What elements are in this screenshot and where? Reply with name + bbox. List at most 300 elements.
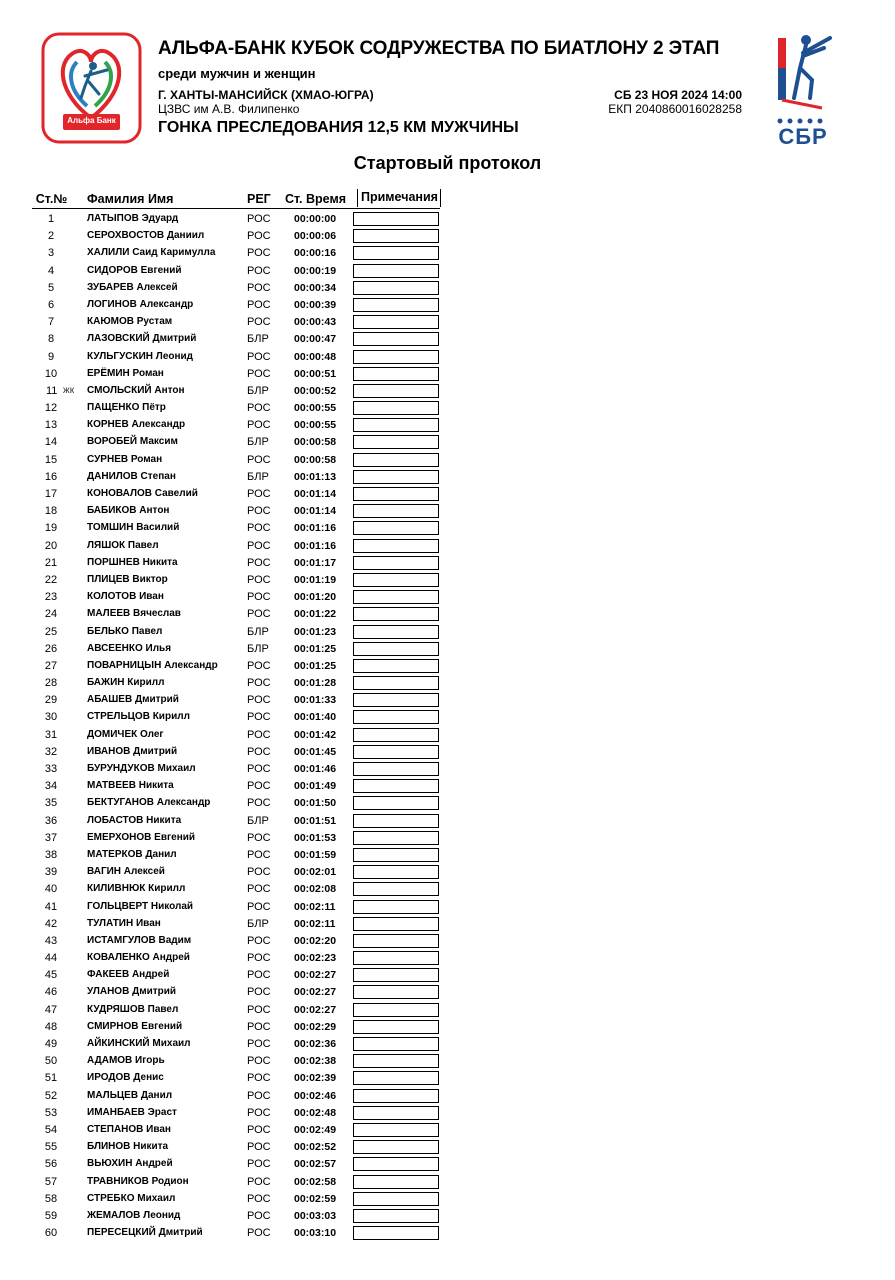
table-row <box>32 211 452 228</box>
notes-box <box>353 728 439 742</box>
table-row <box>32 1105 452 1122</box>
region: БЛР <box>247 642 269 655</box>
athlete-name: БЛИНОВ Никита <box>87 1141 169 1153</box>
start-number: 52 <box>44 1089 58 1102</box>
table-row <box>32 349 452 366</box>
athlete-name: ИМАНБАЕВ Эраст <box>87 1106 177 1118</box>
notes-box <box>353 281 439 295</box>
table-row <box>32 967 452 984</box>
start-number: 20 <box>44 539 58 552</box>
start-number: 54 <box>44 1123 58 1136</box>
region: РОС <box>247 1227 271 1240</box>
document-title: Стартовый протокол <box>353 153 542 173</box>
table-row <box>32 452 452 469</box>
region: РОС <box>247 728 271 741</box>
table-row <box>32 263 452 280</box>
table-row <box>32 417 452 434</box>
start-number: 56 <box>44 1158 58 1171</box>
table-row <box>32 503 452 520</box>
athlete-name: ПЛИЦЕВ Виктор <box>87 573 168 585</box>
athlete-name: ПОВАРНИЦЫН Александр <box>87 659 218 671</box>
athlete-name: АДАМОВ Игорь <box>87 1055 165 1067</box>
table-row <box>32 847 452 864</box>
start-time: 00:01:49 <box>294 780 337 793</box>
region: РОС <box>247 1175 271 1188</box>
start-time: 00:02:36 <box>294 1038 337 1050</box>
athlete-name: ТУЛАТИН Иван <box>87 917 161 929</box>
table-row <box>32 950 452 967</box>
start-number: 50 <box>44 1055 58 1068</box>
region: РОС <box>247 419 271 432</box>
start-number: 8 <box>47 333 55 346</box>
athlete-name: БЕКТУГАНОВ Александр <box>87 797 211 809</box>
athlete-name: ИСТАМГУЛОВ Вадим <box>87 934 192 946</box>
athlete-name: ЕРЁМИН Роман <box>87 367 164 379</box>
table-row <box>32 1174 452 1191</box>
notes-box <box>353 367 439 381</box>
start-time: 00:02:27 <box>294 1003 337 1016</box>
table-row <box>32 469 452 486</box>
notes-box <box>353 865 439 879</box>
table-row <box>32 744 452 761</box>
column-header-number: Ст.№ <box>35 192 68 206</box>
start-time: 00:01:16 <box>294 539 337 552</box>
notes-box <box>353 779 439 793</box>
start-time: 00:00:06 <box>294 230 337 243</box>
athlete-name: ФАКЕЕВ Андрей <box>87 969 170 981</box>
notes-box <box>353 848 439 862</box>
athlete-name: ГОЛЬЦВЕРТ Николай <box>87 900 194 912</box>
table-header <box>32 191 440 209</box>
start-number: 51 <box>44 1072 58 1085</box>
table-row <box>32 297 452 314</box>
table-row <box>32 366 452 383</box>
region: РОС <box>247 780 271 793</box>
start-number: 47 <box>44 1003 58 1016</box>
start-time: 00:02:59 <box>294 1192 337 1205</box>
notes-box <box>353 1003 439 1017</box>
notes-box <box>353 384 439 398</box>
notes-box <box>353 882 439 896</box>
notes-box <box>353 298 439 312</box>
table-row <box>32 899 452 916</box>
region: БЛР <box>247 384 269 397</box>
notes-box <box>353 745 439 759</box>
table-row <box>32 606 452 623</box>
start-number: 59 <box>44 1209 58 1222</box>
notes-box <box>353 418 439 432</box>
start-time: 00:01:14 <box>294 505 337 518</box>
start-number: 18 <box>44 505 58 518</box>
start-number: 27 <box>44 659 58 672</box>
start-time: 00:01:50 <box>294 797 337 810</box>
start-number: 25 <box>44 625 58 638</box>
region: РОС <box>247 969 271 982</box>
alfa-bank-logo-text: Альфа Банк <box>67 116 116 125</box>
region: РОС <box>247 677 271 690</box>
start-number: 39 <box>44 866 58 879</box>
start-time: 00:01:51 <box>294 814 337 827</box>
start-number: 12 <box>44 402 58 415</box>
start-number: 60 <box>44 1227 58 1240</box>
start-time: 00:02:11 <box>294 900 336 913</box>
start-number: 4 <box>47 264 55 277</box>
start-number: 13 <box>44 419 58 432</box>
region: РОС <box>247 1209 271 1222</box>
notes-box <box>353 264 439 278</box>
athlete-name: КУДРЯШОВ Павел <box>87 1003 179 1015</box>
start-time: 00:00:43 <box>294 316 337 329</box>
athlete-name: КОВАЛЕНКО Андрей <box>87 952 190 964</box>
start-number: 10 <box>44 367 58 380</box>
athlete-name: МАТЕРКОВ Данил <box>87 848 177 860</box>
table-row <box>32 589 452 606</box>
table-row <box>32 984 452 1001</box>
start-number: 17 <box>44 488 58 500</box>
start-time: 00:01:53 <box>294 831 337 844</box>
athlete-name: ЛАТЫПОВ Эдуард <box>87 213 179 224</box>
notes-box <box>353 590 439 604</box>
start-number: 29 <box>44 694 58 707</box>
table-row <box>32 795 452 812</box>
start-time: 00:02:39 <box>294 1072 337 1085</box>
notes-box <box>353 762 439 776</box>
table-row <box>32 400 452 417</box>
notes-box <box>353 1226 439 1240</box>
region: РОС <box>247 1003 271 1016</box>
notes-box <box>353 814 439 828</box>
notes-box <box>353 315 439 329</box>
athlete-name: СТЕПАНОВ Иван <box>87 1123 171 1135</box>
table-row <box>32 1156 452 1173</box>
notes-box <box>353 229 439 243</box>
start-time: 00:00:19 <box>294 264 337 277</box>
notes-box <box>353 212 439 226</box>
start-time: 00:02:27 <box>294 969 337 982</box>
region: РОС <box>247 883 271 896</box>
start-number: 3 <box>47 247 55 260</box>
athlete-name: ПЕРЕСЕЦКИЙ Дмитрий <box>87 1227 203 1239</box>
region: РОС <box>247 866 271 879</box>
start-time: 00:01:25 <box>294 642 337 655</box>
table-row <box>32 228 452 245</box>
start-number: 35 <box>44 797 58 810</box>
start-time: 00:01:16 <box>294 522 337 535</box>
start-number: 24 <box>44 608 58 621</box>
start-number: 2 <box>47 230 55 243</box>
region: РОС <box>247 848 271 861</box>
start-time: 00:01:25 <box>294 659 337 672</box>
notes-box <box>353 1157 439 1171</box>
start-time: 00:00:16 <box>294 247 337 260</box>
start-time: 00:00:47 <box>294 333 337 346</box>
notes-box <box>353 504 439 518</box>
notes-box <box>353 539 439 553</box>
start-list-table <box>32 211 452 1242</box>
table-row <box>32 761 452 778</box>
region: РОС <box>247 745 271 758</box>
table-row <box>32 675 452 692</box>
notes-box <box>353 1054 439 1068</box>
start-time: 00:02:38 <box>294 1055 337 1068</box>
table-row <box>32 864 452 881</box>
start-time: 00:01:19 <box>294 573 337 586</box>
start-time: 00:02:52 <box>294 1141 337 1154</box>
notes-box <box>353 401 439 415</box>
athlete-name: ЛОБАСТОВ Никита <box>87 814 182 826</box>
athlete-name: БЕЛЬКО Павел <box>87 625 163 637</box>
start-time: 00:00:00 <box>294 213 337 225</box>
notes-box <box>353 693 439 707</box>
table-row <box>32 1088 452 1105</box>
region: РОС <box>247 591 271 604</box>
column-header-region: РЕГ <box>247 192 271 206</box>
start-number: 43 <box>44 934 58 947</box>
region: РОС <box>247 522 271 535</box>
start-time: 00:01:17 <box>294 556 337 569</box>
athlete-name: УЛАНОВ Дмитрий <box>87 986 177 998</box>
athlete-name: КИЛИВНЮК Кирилл <box>87 883 186 895</box>
athlete-name: АБАШЕВ Дмитрий <box>87 694 179 706</box>
region: РОС <box>247 1020 271 1033</box>
athlete-name: ДОМИЧЕК Олег <box>87 728 164 740</box>
region: РОС <box>247 556 271 569</box>
athlete-name: СТРЕЛЬЦОВ Кирилл <box>87 711 190 723</box>
start-time: 00:00:58 <box>294 453 337 466</box>
notes-box <box>353 985 439 999</box>
athlete-name: ИВАНОВ Дмитрий <box>87 745 178 757</box>
start-number: 40 <box>44 883 58 896</box>
table-row <box>32 933 452 950</box>
notes-box <box>353 487 439 501</box>
region: РОС <box>247 213 271 225</box>
start-number: 26 <box>44 642 58 655</box>
table-row <box>32 331 452 348</box>
region: РОС <box>247 1123 271 1136</box>
table-row <box>32 1002 452 1019</box>
start-number: 9 <box>47 350 55 363</box>
table-row <box>32 280 452 297</box>
table-row <box>32 538 452 555</box>
region: РОС <box>247 298 271 311</box>
table-row <box>32 916 452 933</box>
start-time: 00:00:48 <box>294 350 337 363</box>
start-number: 58 <box>44 1192 58 1205</box>
notes-box <box>353 573 439 587</box>
athlete-name: ХАЛИЛИ Саид Каримулла <box>87 247 216 259</box>
start-number: 38 <box>44 848 58 861</box>
athlete-name: СЕРОХВОСТОВ Даниил <box>87 230 205 242</box>
region: БЛР <box>247 625 269 638</box>
start-number: 57 <box>44 1175 58 1188</box>
start-number: 49 <box>44 1038 58 1050</box>
region: РОС <box>247 659 271 672</box>
start-number: 21 <box>44 556 58 569</box>
start-time: 00:02:57 <box>294 1158 337 1171</box>
start-time: 00:02:58 <box>294 1175 337 1188</box>
table-row <box>32 692 452 709</box>
start-time: 00:02:23 <box>294 952 337 965</box>
table-row <box>32 1139 452 1156</box>
rank-note: жк <box>63 384 75 396</box>
athlete-name: ЛЯШОК Павел <box>87 539 159 551</box>
athlete-name: ПОРШНЕВ Никита <box>87 556 178 568</box>
athlete-name: ИРОДОВ Денис <box>87 1072 164 1084</box>
region: РОС <box>247 1106 271 1119</box>
table-row <box>32 1191 452 1208</box>
start-number: 31 <box>44 728 58 741</box>
region: БЛР <box>247 436 269 449</box>
region: РОС <box>247 952 271 965</box>
start-number: 46 <box>44 986 58 999</box>
table-row <box>32 813 452 830</box>
table-row <box>32 245 452 262</box>
start-number: 7 <box>47 316 55 329</box>
notes-box <box>353 1123 439 1137</box>
notes-box <box>353 1089 439 1103</box>
athlete-name: ЗУБАРЕВ Алексей <box>87 281 178 293</box>
start-time: 00:02:11 <box>294 917 336 930</box>
event-location: Г. ХАНТЫ-МАНСИЙСК (ХМАО-ЮГРА) <box>158 88 374 102</box>
athlete-name: СМИРНОВ Евгений <box>87 1020 183 1032</box>
region: РОС <box>247 316 271 329</box>
start-time: 00:01:42 <box>294 728 337 741</box>
start-time: 00:01:33 <box>294 694 337 707</box>
table-row <box>32 624 452 641</box>
notes-box <box>353 470 439 484</box>
athlete-name: МАЛЕЕВ Вячеслав <box>87 608 181 620</box>
region: РОС <box>247 281 271 294</box>
region: РОС <box>247 1158 271 1171</box>
notes-box <box>353 659 439 673</box>
start-number: 55 <box>44 1141 58 1154</box>
start-number: 28 <box>44 677 58 690</box>
table-row <box>32 383 452 400</box>
region: БЛР <box>247 470 269 483</box>
start-time: 00:01:23 <box>294 625 337 638</box>
start-time: 00:00:55 <box>294 402 337 415</box>
notes-box <box>353 521 439 535</box>
notes-box <box>353 1192 439 1206</box>
athlete-name: СМОЛЬСКИЙ Антон <box>87 384 185 396</box>
notes-box <box>353 900 439 914</box>
sbr-logo-text: СБР <box>778 124 828 149</box>
start-number: 23 <box>44 591 58 604</box>
start-number: 33 <box>44 763 58 775</box>
athlete-name: ТРАВНИКОВ Родион <box>87 1175 189 1187</box>
region: РОС <box>247 539 271 552</box>
start-time: 00:01:45 <box>294 745 337 758</box>
event-title: АЛЬФА-БАНК КУБОК СОДРУЖЕСТВА ПО БИАТЛОНУ 2 ЭТАП <box>158 38 720 59</box>
notes-box <box>353 1175 439 1189</box>
start-number: 37 <box>44 831 58 844</box>
start-number: 45 <box>44 969 58 982</box>
notes-box <box>353 1106 439 1120</box>
alfa-bank-cup-logo <box>41 32 142 144</box>
start-time: 00:01:28 <box>294 677 337 690</box>
notes-box <box>353 350 439 364</box>
athlete-name: КОЛОТОВ Иван <box>87 591 164 603</box>
start-time: 00:02:29 <box>294 1020 337 1033</box>
athlete-name: ЕМЕРХОНОВ Евгений <box>87 831 196 843</box>
start-time: 00:00:52 <box>294 384 337 397</box>
table-row <box>32 641 452 658</box>
notes-box <box>353 796 439 810</box>
start-time: 00:01:14 <box>294 488 337 500</box>
event-subtitle: среди мужчин и женщин <box>158 66 316 81</box>
start-number: 16 <box>44 470 58 483</box>
start-time: 00:00:39 <box>294 298 337 311</box>
athlete-name: БАЖИН Кирилл <box>87 677 165 689</box>
table-row <box>32 434 452 451</box>
region: РОС <box>247 1072 271 1085</box>
start-time: 00:00:58 <box>294 436 337 449</box>
table-row <box>32 486 452 503</box>
table-row <box>32 709 452 726</box>
athlete-name: СИДОРОВ Евгений <box>87 264 182 276</box>
start-time: 00:01:13 <box>294 470 337 483</box>
start-number: 44 <box>44 952 58 965</box>
start-number: 5 <box>47 281 55 294</box>
notes-box <box>353 1071 439 1085</box>
start-number: 34 <box>44 780 58 793</box>
event-code: ЕКП 2040860016028258 <box>608 102 742 116</box>
sbr-logo <box>770 28 840 148</box>
notes-box <box>353 556 439 570</box>
athlete-name: МАЛЬЦЕВ Данил <box>87 1089 173 1101</box>
event-venue: ЦЗВС им А.В. Филипенко <box>158 102 300 116</box>
table-row <box>32 1019 452 1036</box>
start-number: 42 <box>44 917 58 930</box>
notes-box <box>353 831 439 845</box>
start-time: 00:00:51 <box>294 367 337 380</box>
region: РОС <box>247 453 271 466</box>
athlete-name: ВОРОБЕЙ Максим <box>87 436 178 448</box>
start-time: 00:01:46 <box>294 763 337 775</box>
region: РОС <box>247 1038 271 1050</box>
region: РОС <box>247 230 271 243</box>
start-number: 30 <box>44 711 58 724</box>
region: РОС <box>247 247 271 260</box>
notes-box <box>353 1037 439 1051</box>
table-row <box>32 1036 452 1053</box>
athlete-name: ЛОГИНОВ Александр <box>87 298 194 310</box>
region: РОС <box>247 1089 271 1102</box>
start-number: 48 <box>44 1020 58 1033</box>
table-row <box>32 520 452 537</box>
region: РОС <box>247 900 271 913</box>
column-header-notes: Примечания <box>357 189 441 207</box>
table-row <box>32 1208 452 1225</box>
start-number: 11 <box>46 384 58 397</box>
start-time: 00:02:08 <box>294 883 337 896</box>
notes-box <box>353 453 439 467</box>
athlete-name: СУРНЕВ Роман <box>87 453 163 465</box>
table-row <box>32 1053 452 1070</box>
region: РОС <box>247 402 271 415</box>
start-number: 53 <box>44 1106 58 1119</box>
notes-box <box>353 1140 439 1154</box>
region: РОС <box>247 505 271 518</box>
region: БЛР <box>247 814 269 827</box>
region: РОС <box>247 763 271 775</box>
athlete-name: ТОМШИН Василий <box>87 522 180 534</box>
athlete-name: ДАНИЛОВ Степан <box>87 470 176 482</box>
notes-box <box>353 968 439 982</box>
notes-box <box>353 625 439 639</box>
region: РОС <box>247 831 271 844</box>
start-time: 00:03:10 <box>294 1227 337 1240</box>
